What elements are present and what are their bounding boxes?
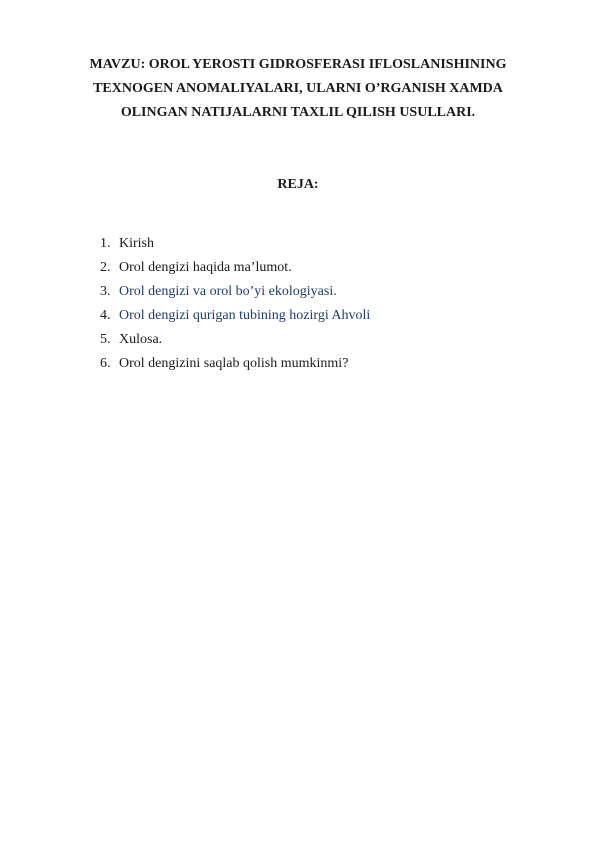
plan-item-number: 4. (100, 308, 111, 323)
plan-item-number: 3. (100, 284, 111, 299)
plan-item-text: Orol dengizini saqlab qolish mumkinmi? (119, 356, 349, 371)
plan-item-text: Orol dengizi va orol bo’yi ekologiyasi. (119, 284, 337, 299)
plan-item-text: Xulosa. (119, 332, 163, 347)
plan-item (100, 352, 370, 376)
title-line-3: OLINGAN NATIJALARNI TAXLIL QILISH USULLARI. (120, 105, 476, 120)
plan-item-number: 5. (100, 332, 111, 347)
plan-item-number: 1. (100, 236, 111, 251)
title-line-1: MAVZU: OROL YEROSTI GIDROSFERASI IFLOSLANISHINING (89, 57, 507, 72)
plan-item (100, 256, 370, 280)
plan-item-number: 2. (100, 260, 111, 275)
plan-item-number: 6. (100, 356, 111, 371)
plan-heading: REJA: (277, 177, 319, 192)
title-line-2: TEXNOGEN ANOMALIYALARI, ULARNI O’RGANISH XAMDA (93, 81, 503, 96)
plan-item (100, 328, 370, 352)
plan-item (100, 280, 370, 304)
plan-item (100, 232, 370, 256)
plan-item (100, 304, 370, 328)
plan-item-text: Orol dengizi haqida ma’lumot. (119, 260, 292, 275)
plan-item-text: Kirish (119, 236, 154, 251)
plan-item-text: Orol dengizi qurigan tubining hozirgi Ahvoli (119, 308, 371, 323)
document-title (60, 53, 536, 125)
plan-list (100, 232, 370, 376)
